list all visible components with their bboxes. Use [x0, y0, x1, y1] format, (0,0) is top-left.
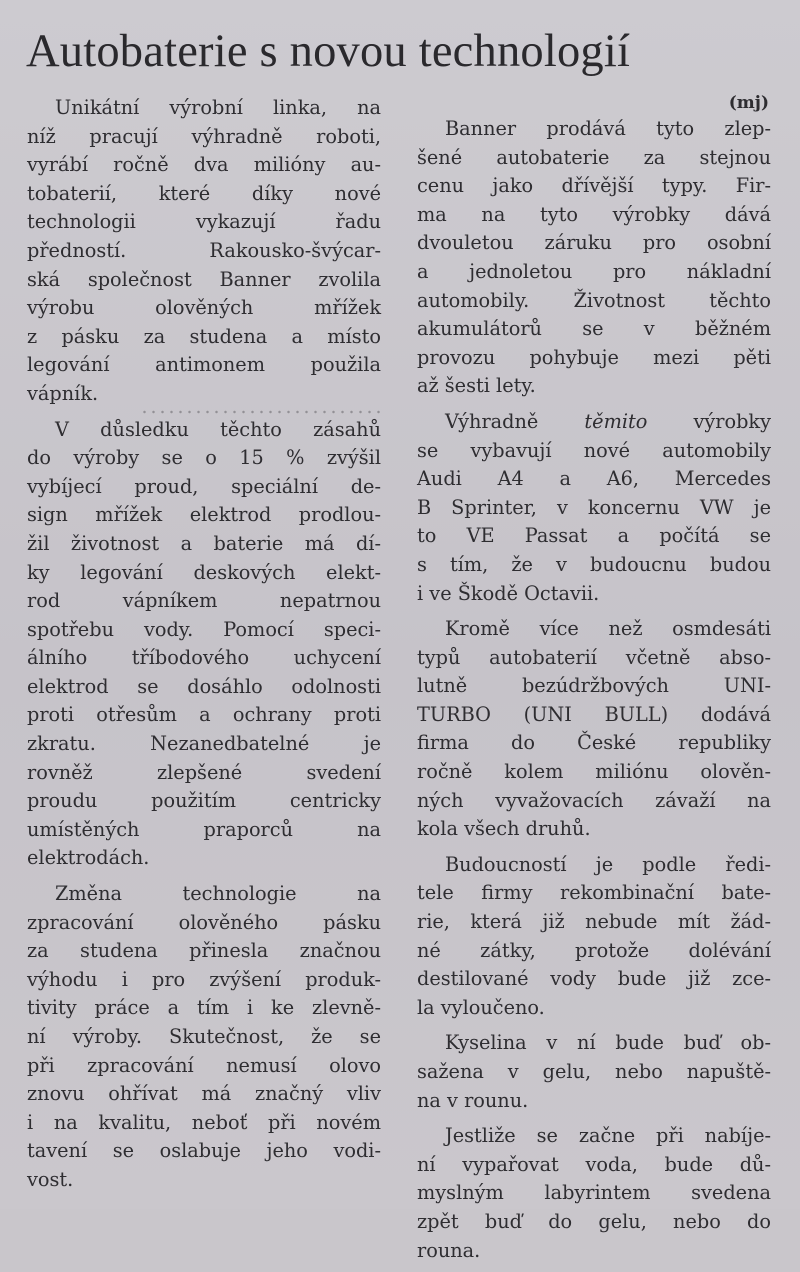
article-line: TURBO (UNI BULL) dodává: [417, 702, 771, 726]
article-line: ky legování deskových elekt-: [27, 560, 381, 584]
article-line: technologii vykazují řadu: [27, 210, 381, 234]
article-line: legování antimonem použila: [27, 353, 381, 377]
article-line: rie, která již nebude mít žád-: [417, 910, 771, 934]
article-line: při zpracování nemusí olovo: [27, 1053, 381, 1077]
article-line: kola všech druhů.: [417, 817, 591, 841]
article-paragraph: [27, 880, 381, 1195]
article-line: zpracování olověného pásku: [27, 910, 381, 934]
article-line: zkratu. Nezanedbatelné je: [27, 732, 381, 756]
article-paragraph: [417, 1029, 771, 1115]
article-line: tobaterií, které díky nové: [27, 181, 381, 205]
article-line: šené autobaterie za stejnou: [417, 145, 771, 169]
article-line: ných vyvažovacích závaží na: [417, 788, 771, 812]
article-line: znovu ohřívat má značný vliv: [27, 1082, 381, 1106]
article-line: výrobu olověných mřížek: [27, 296, 381, 320]
article-line: výhodu i pro zvýšení produk-: [27, 967, 381, 991]
article-line: elektrod se dosáhlo odolnosti: [27, 674, 381, 698]
article-line: myslným labyrintem svedena: [417, 1181, 771, 1205]
article-paragraph: [417, 115, 771, 401]
article-line: V důsledku těchto zásahů: [55, 417, 381, 441]
article-line: do výroby se o 15 % zvýšil: [27, 446, 381, 470]
article-line: sažena v gelu, nebo napuště-: [417, 1060, 771, 1083]
print-speckle: [140, 410, 380, 414]
article-line: rod vápníkem nepatrnou: [27, 589, 381, 613]
article-line: firma do České republiky: [417, 731, 771, 755]
article-paragraph: [417, 851, 771, 1023]
article-line: zpět buď do gelu, nebo do: [417, 1209, 771, 1233]
article-line: rouna.: [417, 1238, 481, 1262]
article-line: álního tříbodového uchycení: [27, 646, 381, 670]
article-line: žil životnost a baterie má dí-: [27, 531, 381, 555]
article-line: Unikátní výrobní linka, na: [55, 96, 381, 119]
article-line: vost.: [27, 1167, 74, 1191]
article-line: sign mřížek elektrod prodlou-: [27, 503, 381, 527]
article-line: ma na tyto výrobky dává: [417, 202, 771, 226]
article-line: destilované vody bude již zce-: [417, 967, 771, 991]
article-headline: Autobaterie s novou technologií: [26, 26, 631, 77]
article-paragraph: [417, 408, 771, 608]
article-line: vyrábí ročně dva milióny au-: [27, 153, 381, 177]
article-line: rovněž zlepšené svedení: [27, 760, 381, 784]
article-line: spotřebu vody. Pomocí speci-: [27, 617, 381, 641]
article-text-run: výrobky: [647, 409, 771, 433]
article-line: Jestliže se začne při nabíje-: [445, 1124, 771, 1148]
article-line: lutně bezúdržbových UNI-: [417, 674, 771, 698]
article-line: z pásku za studena a místo: [27, 324, 381, 348]
article-line: vápník.: [27, 381, 99, 405]
article-paragraph: [417, 1122, 771, 1265]
article-line: automobily. Životnost těchto: [417, 288, 771, 312]
article-line: předností. Rakousko-švýcar-: [27, 238, 381, 262]
article-line: ročně kolem miliónu olověn-: [417, 760, 771, 784]
article-paragraph: [417, 615, 771, 844]
article-line: né zátky, protože dolévání: [417, 938, 771, 962]
article-line: Změna technologie na: [55, 882, 381, 906]
article-line: la vyloučeno.: [417, 995, 545, 1019]
article-paragraph: [27, 94, 381, 409]
article-line: proti otřesům a ochrany proti: [27, 703, 381, 727]
article-paragraph: [27, 416, 381, 874]
article-line: cenu jako dřívější typy. Fir-: [417, 174, 771, 198]
article-line: B Sprinter, v koncernu VW je: [417, 495, 771, 519]
article-line: tele firmy rekombinační bate-: [417, 881, 771, 905]
article-line: až šesti lety.: [417, 374, 536, 398]
article-line: se vybavují nové automobily: [417, 438, 771, 462]
article-line: Kromě více než osmdesáti: [445, 617, 771, 641]
article-line: tavení se oslabuje jeho vodi-: [27, 1139, 381, 1163]
article-line: dvouletou záruku pro osobní: [417, 231, 771, 255]
article-line: akumulátorů se v běžném: [417, 317, 771, 341]
article-line: umístěných praporců na: [27, 817, 381, 841]
article-column-left: [27, 94, 381, 1202]
article-byline: (mj): [728, 93, 769, 113]
article-column-right: [417, 93, 771, 1272]
article-line: i na kvalitu, neboť při novém: [27, 1110, 381, 1134]
article-text-run: Výhradně: [445, 409, 585, 433]
article-line: ská společnost Banner zvolila: [27, 267, 381, 291]
article-line: tivity práce a tím i ke zlevně-: [27, 996, 381, 1020]
article-line: Audi A4 a A6, Mercedes: [417, 467, 771, 491]
article-line: vybíjecí proud, speciální de-: [27, 474, 381, 498]
article-line: to VE Passat a počítá se: [417, 524, 771, 548]
article-line: s tím, že v budoucnu budou: [417, 552, 771, 576]
article-line: ní výroby. Skutečnost, že se: [27, 1025, 381, 1048]
article-line: provozu pohybuje mezi pěti: [417, 345, 771, 369]
article-line: za studena přinesla značnou: [27, 939, 381, 963]
article-line: ní vypařovat voda, bude dů-: [417, 1152, 771, 1176]
article-text-run-italic: těmito: [584, 409, 648, 433]
article-line: Kyselina v ní bude buď ob-: [445, 1031, 771, 1055]
article-line: [417, 408, 771, 437]
article-line: elektrodách.: [27, 846, 150, 870]
article-line: typů autobaterií včetně abso-: [417, 645, 771, 669]
article-line: níž pracují výhradně roboti,: [27, 124, 381, 148]
article-line: Banner prodává tyto zlep-: [445, 117, 771, 140]
article-line: a jednoletou pro nákladní: [417, 259, 771, 283]
article-line: proudu použitím centricky: [27, 789, 381, 813]
article-line: na v rounu.: [417, 1088, 529, 1112]
article-line: Budoucností je podle ředi-: [445, 852, 771, 876]
article-line: i ve Škodě Octavii.: [417, 581, 600, 605]
